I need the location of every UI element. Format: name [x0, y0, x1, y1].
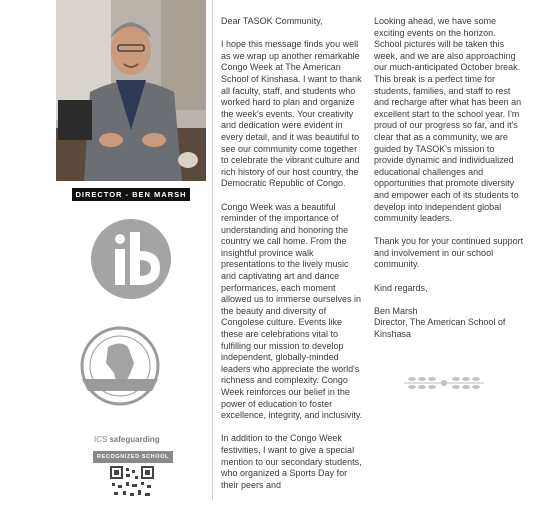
letter-paragraph: Thank you for your continued support and involvement in our school community.	[374, 236, 524, 270]
safeguarding-logo	[94, 433, 174, 446]
qr-code-icon[interactable]	[110, 466, 154, 500]
column-divider	[212, 0, 213, 500]
director-photo	[56, 0, 206, 181]
letter-closing: Kind regards,	[374, 282, 428, 293]
letter-column-1	[221, 16, 363, 503]
letter-paragraph: Looking ahead, we have some exciting events on the horizon. School pictures will be taken this week, and we are also approaching our much-anticipated October break. This break is a perfect time for students, families, and staff to rest and recharge after what has been an excellent start to the school year. I'm proud of our progress so far, and it's clear that as a community, we are guided by TASOK's mission to provide dynamic and individualized educational challenges and opportunities that promote diversity and empower each of its students to develop into independent global community leaders.	[374, 16, 522, 224]
safeguarding-prefix: ICS	[94, 435, 108, 444]
aisa-member-seal-icon	[68, 325, 172, 407]
sidebar	[0, 0, 210, 500]
letter-paragraph: In addition to the Congo Week festivities, I want to give a special mention to our secondary students, who organized a Sports Day for their peers and	[221, 433, 362, 490]
letter-column-2	[374, 16, 524, 352]
letter-greeting: Dear TASOK Community,	[221, 16, 323, 26]
letter-paragraph: I hope this message finds you well as we wrap up another remarkable Congo Week at The American School of Kinshasa. I want to thank all faculty, staff, and students who worked hard to plan and organize the week's events. Your creativity and dedication were evident in every detail, and it was beautiful to see our community come together to celebrate the vibrant culture and rich history of our host country, the Democratic Republic of Congo.	[221, 39, 362, 189]
recognized-school-badge: RECOGNIZED SCHOOL	[93, 451, 173, 463]
laurel-ornament-icon	[398, 373, 490, 393]
safeguarding-text: safeguarding	[109, 435, 160, 444]
letter-signature: Ben Marsh Director, The American School of Kinshasa	[374, 305, 506, 340]
ib-logo-icon	[90, 218, 172, 300]
director-name-label: DIRECTOR - BEN MARSH	[72, 188, 190, 201]
letter-paragraph: Congo Week was a beautiful reminder of the importance of understanding and honoring the country we call home. From the insightful province walk presentations to the lively music and captivating art and dance performances, each moment allowed us to immerse ourselves in the beauty and diversity of Congolese culture. Events like these are celebrations vital to fulfilling our mission to develop independent, globally-minded leaders who appreciate the world's richness and complexity. Congo Week reinforces our belief in the power of education to foster excellence, integrity, and inclusivity.	[221, 201, 363, 421]
